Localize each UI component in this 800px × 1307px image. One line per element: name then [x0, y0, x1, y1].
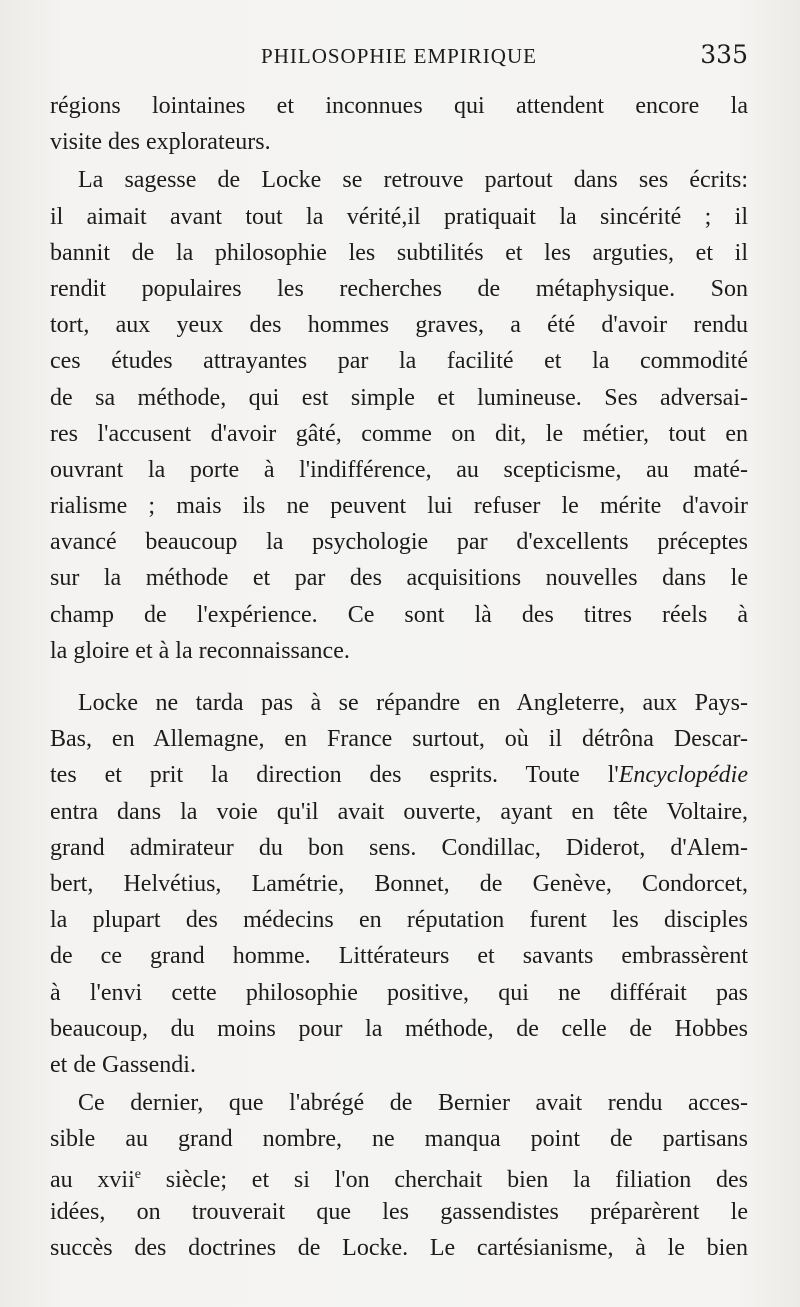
text-line: de sa méthode, qui est simple et lumineuse. Ses adversai- — [50, 384, 748, 411]
text-line: sible au grand nombre, ne manqua point de partisans — [50, 1126, 748, 1153]
text-line: champ de l'expérience. Ce sont là des titres réels à — [50, 601, 748, 628]
text-line-with-superscript — [50, 1157, 748, 1193]
italic-title: Encyclopédie — [618, 762, 748, 789]
running-title: PHILOSOPHIE EMPIRIQUE — [261, 44, 537, 68]
running-head — [50, 40, 748, 76]
text-line: ces études attrayantes par la facilité et la commodité — [50, 348, 748, 375]
text-line: Ce dernier, que l'abrégé de Bernier avait rendu acces- — [78, 1090, 748, 1117]
text-line: à l'envi cette philosophie positive, qui ne différait pas — [50, 979, 748, 1006]
superscript: e — [134, 1167, 141, 1183]
text-line: bert, Helvétius, Lamétrie, Bonnet, de Genève, Condorcet, — [50, 870, 748, 897]
text-line: beaucoup, du moins pour la méthode, de celle de Hobbes — [50, 1015, 748, 1042]
text-line: et de Gassendi. — [50, 1051, 196, 1078]
text-line: La sagesse de Locke se retrouve partout dans ses écrits: — [78, 167, 748, 194]
text-line: grand admirateur du bon sens. Condillac, Diderot, d'Alem- — [50, 834, 748, 861]
text-line: la plupart des médecins en réputation furent les disciples — [50, 907, 748, 934]
text-run: tes et prit la direction des esprits. Toute l' — [50, 762, 619, 789]
text-line: la gloire et à la reconnaissance. — [50, 637, 350, 664]
text-line: Locke ne tarda pas à se répandre en Angleterre, aux Pays- — [78, 690, 748, 716]
text-line: entra dans la voie qu'il avait ouverte, ayant en tête Voltaire, — [50, 798, 748, 825]
text-line: il aimait avant tout la vérité,il pratiquait la sincérité ; il — [50, 203, 748, 230]
text-line: de ce grand homme. Littérateurs et savants embrassèrent — [50, 943, 748, 970]
text-line: bannit de la philosophie les subtilités et les arguties, et il — [50, 239, 748, 266]
text-line: rialisme ; mais ils ne peuvent lui refuser le mérite d'avoir — [50, 493, 748, 520]
text-line: rendit populaires les recherches de métaphysique. Son — [50, 275, 748, 302]
paragraph-2 — [50, 162, 748, 669]
text-run: siècle; et si l'on cherchait bien la filiation des — [140, 1167, 748, 1194]
text-line-with-italic — [50, 757, 748, 793]
text-line: régions lointaines et inconnues qui attendent encore la — [50, 93, 748, 119]
paragraph-4 — [50, 1085, 748, 1266]
text-line: Bas, en Allemagne, en France surtout, où il détrôna Descar- — [50, 726, 748, 753]
text-run: au xvii — [50, 1167, 135, 1194]
paragraph-3 — [50, 685, 748, 1083]
text-line: res l'accusent d'avoir gâté, comme on dit, le métier, tout en — [50, 420, 748, 447]
paragraph-1 — [50, 88, 748, 160]
text-line: idées, on trouverait que les gassendistes préparèrent le — [50, 1198, 748, 1225]
text-line: sur la méthode et par des acquisitions nouvelles dans le — [50, 565, 748, 592]
text-line: tort, aux yeux des hommes graves, a été d'avoir rendu — [50, 312, 748, 339]
text-line: ouvrant la porte à l'indifférence, au scepticisme, au maté- — [50, 456, 748, 483]
text-line: visite des explorateurs. — [50, 129, 271, 156]
body-text — [50, 88, 748, 1266]
text-line: succès des doctrines de Locke. Le cartésianisme, à le bien — [50, 1234, 748, 1261]
text-line: avancé beaucoup la psychologie par d'excellents préceptes — [50, 529, 748, 556]
page-number: 335 — [700, 40, 748, 69]
